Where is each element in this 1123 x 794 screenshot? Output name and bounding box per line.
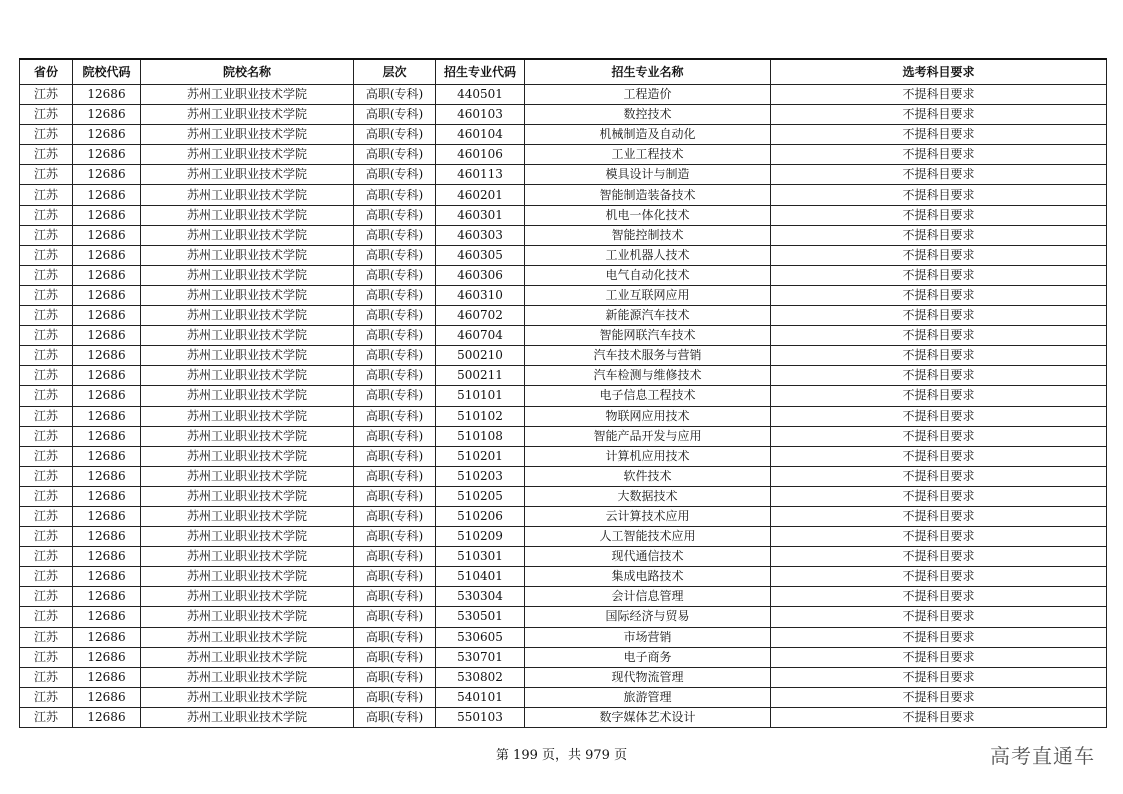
- table-row: [20, 265, 1107, 285]
- cell-subject-requirement: 不提科目要求: [771, 627, 1107, 647]
- cell-major-code: 510205: [436, 486, 525, 506]
- cell-subject-requirement: 不提科目要求: [771, 105, 1107, 125]
- cell-school-code: 12686: [73, 165, 141, 185]
- cell-subject-requirement: 不提科目要求: [771, 567, 1107, 587]
- header-major-code: 招生专业代码: [436, 59, 525, 85]
- table-row: [20, 667, 1107, 687]
- cell-level: 高职(专科): [354, 707, 436, 727]
- cell-school-name: 苏州工业职业技术学院: [141, 567, 354, 587]
- cell-province: 江苏: [20, 647, 73, 667]
- cell-school-code: 12686: [73, 547, 141, 567]
- cell-subject-requirement: 不提科目要求: [771, 185, 1107, 205]
- cell-major-name: 电子信息工程技术: [525, 386, 771, 406]
- cell-province: 江苏: [20, 245, 73, 265]
- cell-major-code: 530701: [436, 647, 525, 667]
- cell-school-name: 苏州工业职业技术学院: [141, 366, 354, 386]
- cell-level: 高职(专科): [354, 687, 436, 707]
- cell-major-code: 510201: [436, 446, 525, 466]
- cell-level: 高职(专科): [354, 285, 436, 305]
- cell-school-code: 12686: [73, 306, 141, 326]
- table-row: [20, 607, 1107, 627]
- cell-major-name: 人工智能技术应用: [525, 527, 771, 547]
- cell-major-name: 旅游管理: [525, 687, 771, 707]
- cell-school-code: 12686: [73, 627, 141, 647]
- cell-school-code: 12686: [73, 527, 141, 547]
- cell-major-name: 国际经济与贸易: [525, 607, 771, 627]
- cell-school-name: 苏州工业职业技术学院: [141, 306, 354, 326]
- cell-major-name: 智能产品开发与应用: [525, 426, 771, 446]
- cell-level: 高职(专科): [354, 486, 436, 506]
- cell-school-code: 12686: [73, 486, 141, 506]
- cell-school-code: 12686: [73, 265, 141, 285]
- cell-major-code: 500210: [436, 346, 525, 366]
- table-row: [20, 547, 1107, 567]
- cell-major-code: 460113: [436, 165, 525, 185]
- header-level: 层次: [354, 59, 436, 85]
- cell-major-code: 460201: [436, 185, 525, 205]
- cell-major-name: 智能控制技术: [525, 225, 771, 245]
- cell-major-name: 工业互联网应用: [525, 285, 771, 305]
- table-row: [20, 245, 1107, 265]
- cell-school-code: 12686: [73, 466, 141, 486]
- cell-school-code: 12686: [73, 406, 141, 426]
- cell-school-code: 12686: [73, 285, 141, 305]
- cell-school-name: 苏州工业职业技术学院: [141, 667, 354, 687]
- cell-province: 江苏: [20, 547, 73, 567]
- table-row: [20, 386, 1107, 406]
- cell-school-name: 苏州工业职业技术学院: [141, 406, 354, 426]
- cell-province: 江苏: [20, 506, 73, 526]
- cell-school-code: 12686: [73, 587, 141, 607]
- cell-school-name: 苏州工业职业技术学院: [141, 285, 354, 305]
- cell-major-code: 460306: [436, 265, 525, 285]
- cell-level: 高职(专科): [354, 105, 436, 125]
- cell-school-name: 苏州工业职业技术学院: [141, 105, 354, 125]
- cell-subject-requirement: 不提科目要求: [771, 486, 1107, 506]
- cell-major-name: 工业工程技术: [525, 145, 771, 165]
- cell-level: 高职(专科): [354, 265, 436, 285]
- table-header-row: [20, 59, 1107, 85]
- cell-major-code: 530304: [436, 587, 525, 607]
- cell-major-name: 物联网应用技术: [525, 406, 771, 426]
- cell-province: 江苏: [20, 185, 73, 205]
- table-row: [20, 346, 1107, 366]
- cell-province: 江苏: [20, 285, 73, 305]
- cell-subject-requirement: 不提科目要求: [771, 607, 1107, 627]
- cell-level: 高职(专科): [354, 205, 436, 225]
- cell-school-name: 苏州工业职业技术学院: [141, 125, 354, 145]
- cell-province: 江苏: [20, 446, 73, 466]
- header-major-name: 招生专业名称: [525, 59, 771, 85]
- table-body: [20, 85, 1107, 728]
- table-row: [20, 627, 1107, 647]
- cell-school-code: 12686: [73, 125, 141, 145]
- cell-school-name: 苏州工业职业技术学院: [141, 346, 354, 366]
- cell-major-code: 460103: [436, 105, 525, 125]
- cell-province: 江苏: [20, 466, 73, 486]
- cell-school-name: 苏州工业职业技术学院: [141, 446, 354, 466]
- cell-school-code: 12686: [73, 567, 141, 587]
- cell-level: 高职(专科): [354, 587, 436, 607]
- cell-province: 江苏: [20, 225, 73, 245]
- table-row: [20, 145, 1107, 165]
- cell-major-name: 现代通信技术: [525, 547, 771, 567]
- cell-school-code: 12686: [73, 506, 141, 526]
- table-row: [20, 466, 1107, 486]
- cell-province: 江苏: [20, 567, 73, 587]
- cell-school-name: 苏州工业职业技术学院: [141, 205, 354, 225]
- cell-province: 江苏: [20, 326, 73, 346]
- cell-major-name: 电气自动化技术: [525, 265, 771, 285]
- cell-subject-requirement: 不提科目要求: [771, 225, 1107, 245]
- cell-school-code: 12686: [73, 346, 141, 366]
- table-row: [20, 85, 1107, 105]
- table-row: [20, 285, 1107, 305]
- cell-subject-requirement: 不提科目要求: [771, 366, 1107, 386]
- table-row: [20, 165, 1107, 185]
- cell-school-code: 12686: [73, 647, 141, 667]
- cell-major-code: 510206: [436, 506, 525, 526]
- cell-school-code: 12686: [73, 366, 141, 386]
- cell-subject-requirement: 不提科目要求: [771, 125, 1107, 145]
- cell-subject-requirement: 不提科目要求: [771, 527, 1107, 547]
- cell-major-code: 460104: [436, 125, 525, 145]
- cell-level: 高职(专科): [354, 406, 436, 426]
- page-number: 第 199 页，共 979 页: [495, 748, 628, 763]
- table-row: [20, 105, 1107, 125]
- cell-subject-requirement: 不提科目要求: [771, 145, 1107, 165]
- cell-province: 江苏: [20, 105, 73, 125]
- cell-major-name: 机械制造及自动化: [525, 125, 771, 145]
- cell-major-name: 计算机应用技术: [525, 446, 771, 466]
- header-province: 省份: [20, 59, 73, 85]
- table-row: [20, 406, 1107, 426]
- cell-major-name: 智能制造装备技术: [525, 185, 771, 205]
- cell-level: 高职(专科): [354, 627, 436, 647]
- cell-major-name: 数控技术: [525, 105, 771, 125]
- cell-school-name: 苏州工业职业技术学院: [141, 527, 354, 547]
- cell-school-code: 12686: [73, 687, 141, 707]
- cell-school-name: 苏州工业职业技术学院: [141, 426, 354, 446]
- cell-subject-requirement: 不提科目要求: [771, 647, 1107, 667]
- cell-major-code: 510209: [436, 527, 525, 547]
- table-row: [20, 426, 1107, 446]
- cell-level: 高职(专科): [354, 346, 436, 366]
- table-row: [20, 486, 1107, 506]
- cell-major-code: 460704: [436, 326, 525, 346]
- cell-school-name: 苏州工业职业技术学院: [141, 486, 354, 506]
- cell-subject-requirement: 不提科目要求: [771, 326, 1107, 346]
- cell-province: 江苏: [20, 527, 73, 547]
- cell-school-name: 苏州工业职业技术学院: [141, 707, 354, 727]
- cell-school-name: 苏州工业职业技术学院: [141, 607, 354, 627]
- cell-school-code: 12686: [73, 205, 141, 225]
- cell-major-name: 市场营销: [525, 627, 771, 647]
- cell-province: 江苏: [20, 627, 73, 647]
- cell-subject-requirement: 不提科目要求: [771, 285, 1107, 305]
- cell-major-code: 550103: [436, 707, 525, 727]
- cell-school-name: 苏州工业职业技术学院: [141, 245, 354, 265]
- cell-school-code: 12686: [73, 446, 141, 466]
- cell-major-code: 510102: [436, 406, 525, 426]
- cell-major-name: 新能源汽车技术: [525, 306, 771, 326]
- cell-school-name: 苏州工业职业技术学院: [141, 627, 354, 647]
- cell-province: 江苏: [20, 125, 73, 145]
- cell-major-code: 460310: [436, 285, 525, 305]
- cell-major-code: 510108: [436, 426, 525, 446]
- cell-province: 江苏: [20, 386, 73, 406]
- cell-major-name: 智能网联汽车技术: [525, 326, 771, 346]
- cell-province: 江苏: [20, 707, 73, 727]
- cell-level: 高职(专科): [354, 667, 436, 687]
- cell-level: 高职(专科): [354, 547, 436, 567]
- cell-school-name: 苏州工业职业技术学院: [141, 647, 354, 667]
- cell-school-name: 苏州工业职业技术学院: [141, 165, 354, 185]
- cell-major-code: 440501: [436, 85, 525, 105]
- cell-province: 江苏: [20, 426, 73, 446]
- cell-major-code: 460301: [436, 205, 525, 225]
- cell-major-name: 会计信息管理: [525, 587, 771, 607]
- header-school-name: 院校名称: [141, 59, 354, 85]
- cell-subject-requirement: 不提科目要求: [771, 205, 1107, 225]
- cell-subject-requirement: 不提科目要求: [771, 667, 1107, 687]
- header-school-code: 院校代码: [73, 59, 141, 85]
- cell-subject-requirement: 不提科目要求: [771, 346, 1107, 366]
- cell-school-name: 苏州工业职业技术学院: [141, 547, 354, 567]
- cell-major-code: 530501: [436, 607, 525, 627]
- cell-subject-requirement: 不提科目要求: [771, 687, 1107, 707]
- cell-major-name: 工程造价: [525, 85, 771, 105]
- cell-province: 江苏: [20, 667, 73, 687]
- cell-school-name: 苏州工业职业技术学院: [141, 466, 354, 486]
- cell-province: 江苏: [20, 687, 73, 707]
- cell-level: 高职(专科): [354, 506, 436, 526]
- cell-subject-requirement: 不提科目要求: [771, 707, 1107, 727]
- cell-school-name: 苏州工业职业技术学院: [141, 145, 354, 165]
- table-row: [20, 366, 1107, 386]
- cell-school-name: 苏州工业职业技术学院: [141, 587, 354, 607]
- cell-school-name: 苏州工业职业技术学院: [141, 225, 354, 245]
- cell-school-name: 苏州工业职业技术学院: [141, 386, 354, 406]
- cell-school-code: 12686: [73, 225, 141, 245]
- cell-major-name: 现代物流管理: [525, 667, 771, 687]
- table-row: [20, 587, 1107, 607]
- cell-level: 高职(专科): [354, 225, 436, 245]
- cell-school-name: 苏州工业职业技术学院: [141, 265, 354, 285]
- admissions-table: [19, 58, 1107, 728]
- cell-school-code: 12686: [73, 426, 141, 446]
- cell-major-code: 510101: [436, 386, 525, 406]
- cell-level: 高职(专科): [354, 306, 436, 326]
- cell-school-name: 苏州工业职业技术学院: [141, 326, 354, 346]
- cell-level: 高职(专科): [354, 85, 436, 105]
- cell-school-code: 12686: [73, 145, 141, 165]
- table-row: [20, 185, 1107, 205]
- cell-major-name: 机电一体化技术: [525, 205, 771, 225]
- cell-major-name: 数字媒体艺术设计: [525, 707, 771, 727]
- table-row: [20, 506, 1107, 526]
- cell-province: 江苏: [20, 265, 73, 285]
- cell-subject-requirement: 不提科目要求: [771, 165, 1107, 185]
- cell-major-code: 510203: [436, 466, 525, 486]
- cell-school-name: 苏州工业职业技术学院: [141, 687, 354, 707]
- cell-subject-requirement: 不提科目要求: [771, 386, 1107, 406]
- cell-subject-requirement: 不提科目要求: [771, 587, 1107, 607]
- cell-level: 高职(专科): [354, 446, 436, 466]
- cell-level: 高职(专科): [354, 426, 436, 446]
- cell-subject-requirement: 不提科目要求: [771, 426, 1107, 446]
- cell-major-name: 汽车检测与维修技术: [525, 366, 771, 386]
- watermark-logo-text: 高考直通车: [990, 744, 1095, 768]
- cell-level: 高职(专科): [354, 165, 436, 185]
- cell-subject-requirement: 不提科目要求: [771, 446, 1107, 466]
- cell-school-code: 12686: [73, 85, 141, 105]
- cell-level: 高职(专科): [354, 466, 436, 486]
- cell-school-name: 苏州工业职业技术学院: [141, 85, 354, 105]
- cell-school-code: 12686: [73, 607, 141, 627]
- header-subject-requirement: 选考科目要求: [771, 59, 1107, 85]
- cell-major-name: 电子商务: [525, 647, 771, 667]
- cell-level: 高职(专科): [354, 145, 436, 165]
- cell-major-name: 大数据技术: [525, 486, 771, 506]
- cell-school-code: 12686: [73, 245, 141, 265]
- cell-school-name: 苏州工业职业技术学院: [141, 506, 354, 526]
- cell-province: 江苏: [20, 145, 73, 165]
- cell-province: 江苏: [20, 346, 73, 366]
- cell-school-code: 12686: [73, 707, 141, 727]
- cell-level: 高职(专科): [354, 185, 436, 205]
- cell-school-code: 12686: [73, 185, 141, 205]
- table-row: [20, 687, 1107, 707]
- table-row: [20, 707, 1107, 727]
- table-row: [20, 527, 1107, 547]
- cell-subject-requirement: 不提科目要求: [771, 265, 1107, 285]
- cell-subject-requirement: 不提科目要求: [771, 506, 1107, 526]
- cell-province: 江苏: [20, 85, 73, 105]
- cell-major-name: 云计算技术应用: [525, 506, 771, 526]
- cell-subject-requirement: 不提科目要求: [771, 306, 1107, 326]
- cell-level: 高职(专科): [354, 245, 436, 265]
- cell-school-code: 12686: [73, 386, 141, 406]
- cell-major-code: 510401: [436, 567, 525, 587]
- cell-province: 江苏: [20, 306, 73, 326]
- cell-subject-requirement: 不提科目要求: [771, 406, 1107, 426]
- cell-level: 高职(专科): [354, 647, 436, 667]
- cell-level: 高职(专科): [354, 125, 436, 145]
- cell-subject-requirement: 不提科目要求: [771, 245, 1107, 265]
- cell-level: 高职(专科): [354, 527, 436, 547]
- table-row: [20, 306, 1107, 326]
- table-row: [20, 225, 1107, 245]
- cell-level: 高职(专科): [354, 386, 436, 406]
- table-row: [20, 567, 1107, 587]
- cell-province: 江苏: [20, 587, 73, 607]
- table-row: [20, 125, 1107, 145]
- table-row: [20, 446, 1107, 466]
- cell-major-code: 460303: [436, 225, 525, 245]
- cell-school-code: 12686: [73, 667, 141, 687]
- cell-school-name: 苏州工业职业技术学院: [141, 185, 354, 205]
- cell-province: 江苏: [20, 607, 73, 627]
- cell-level: 高职(专科): [354, 567, 436, 587]
- cell-major-code: 460702: [436, 306, 525, 326]
- cell-level: 高职(专科): [354, 326, 436, 346]
- cell-major-name: 软件技术: [525, 466, 771, 486]
- cell-subject-requirement: 不提科目要求: [771, 466, 1107, 486]
- cell-major-code: 510301: [436, 547, 525, 567]
- cell-major-name: 集成电路技术: [525, 567, 771, 587]
- cell-major-code: 530802: [436, 667, 525, 687]
- table-row: [20, 647, 1107, 667]
- cell-major-name: 汽车技术服务与营销: [525, 346, 771, 366]
- cell-province: 江苏: [20, 165, 73, 185]
- cell-major-code: 460305: [436, 245, 525, 265]
- cell-province: 江苏: [20, 366, 73, 386]
- cell-major-code: 460106: [436, 145, 525, 165]
- cell-major-name: 工业机器人技术: [525, 245, 771, 265]
- cell-school-code: 12686: [73, 105, 141, 125]
- cell-major-code: 530605: [436, 627, 525, 647]
- cell-school-code: 12686: [73, 326, 141, 346]
- cell-subject-requirement: 不提科目要求: [771, 547, 1107, 567]
- table-row: [20, 205, 1107, 225]
- cell-province: 江苏: [20, 406, 73, 426]
- cell-major-code: 500211: [436, 366, 525, 386]
- cell-province: 江苏: [20, 205, 73, 225]
- cell-major-name: 模具设计与制造: [525, 165, 771, 185]
- cell-major-code: 540101: [436, 687, 525, 707]
- cell-subject-requirement: 不提科目要求: [771, 85, 1107, 105]
- cell-level: 高职(专科): [354, 607, 436, 627]
- table-row: [20, 326, 1107, 346]
- cell-level: 高职(专科): [354, 366, 436, 386]
- cell-province: 江苏: [20, 486, 73, 506]
